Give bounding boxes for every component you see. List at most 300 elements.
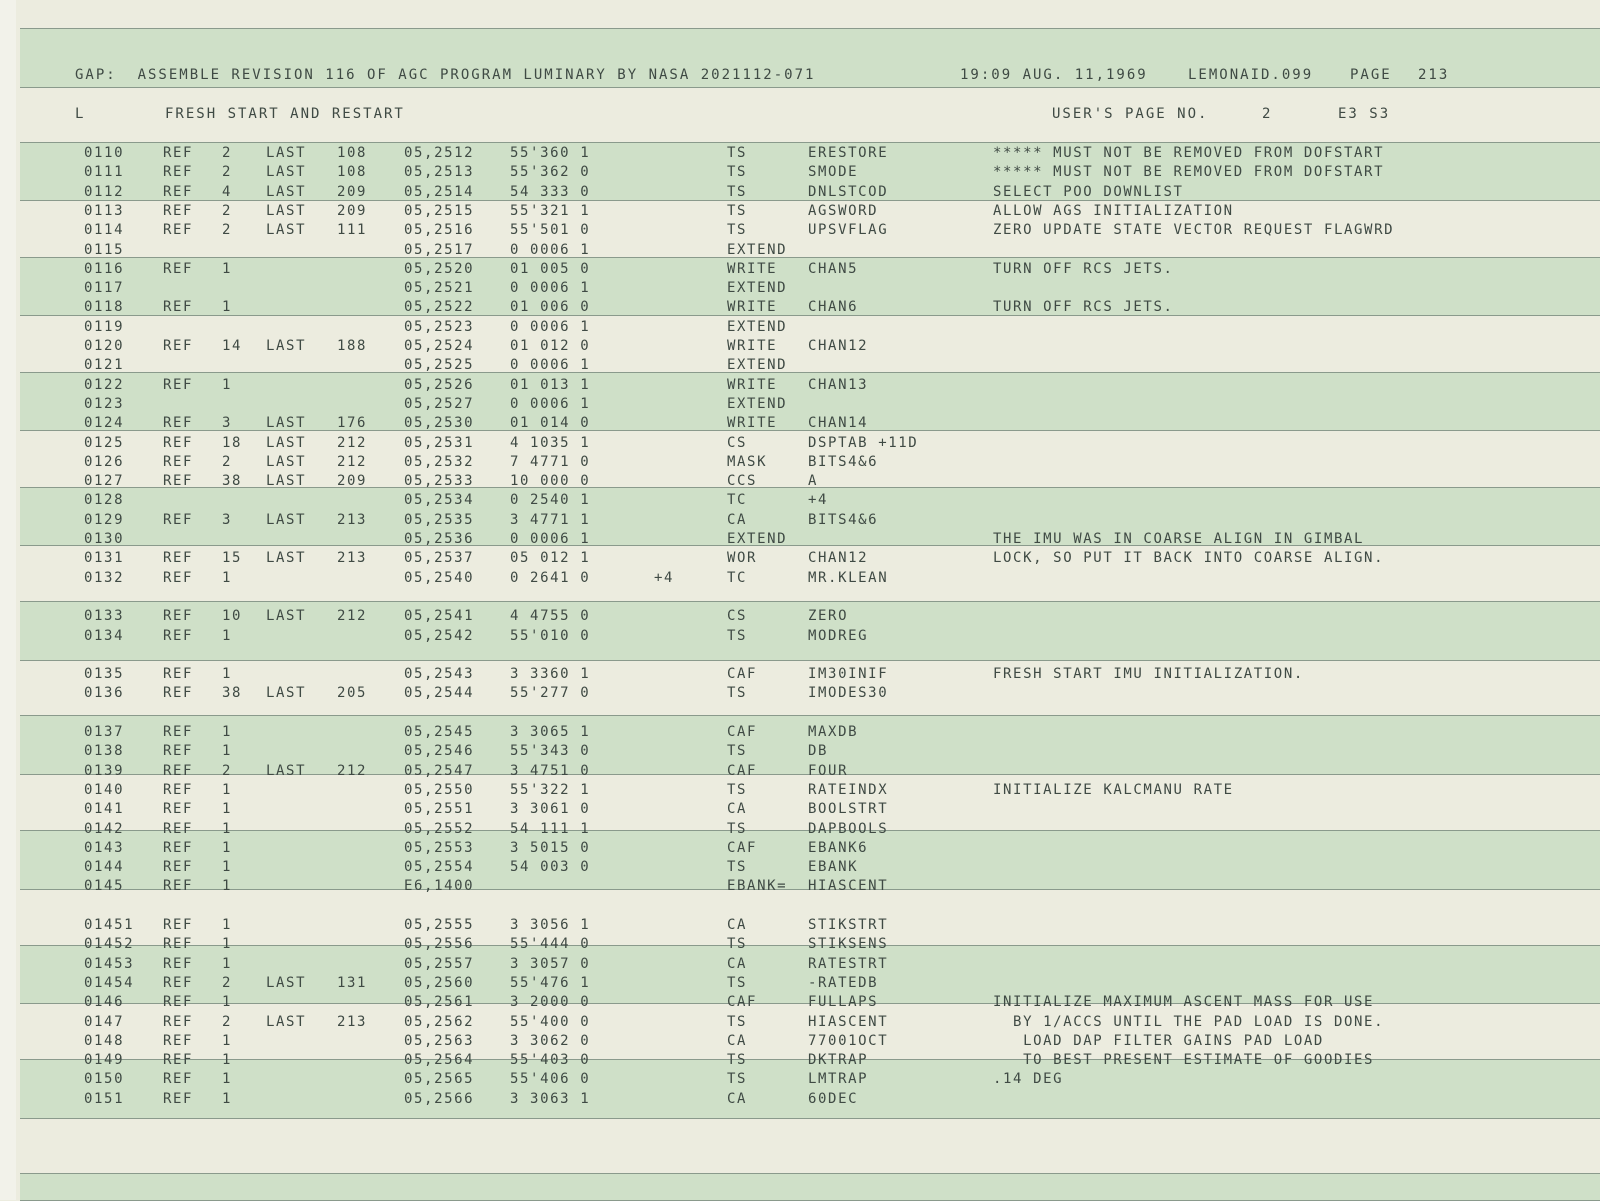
ref-label: REF bbox=[163, 453, 194, 470]
ref-count: 2 bbox=[222, 222, 233, 239]
line-number: 0123 bbox=[84, 395, 125, 412]
line-number: 0127 bbox=[84, 473, 125, 490]
address: 05,2517 bbox=[404, 241, 475, 258]
last-page: 176 bbox=[337, 415, 368, 432]
operand: MAXDB bbox=[808, 724, 859, 740]
operand: A bbox=[808, 473, 819, 490]
last-page: 111 bbox=[337, 222, 368, 239]
opcode: TS bbox=[727, 974, 748, 991]
comment: ***** MUST NOT BE REMOVED FROM DOFSTART bbox=[993, 164, 1385, 181]
octal-code: 01 006 0 bbox=[510, 299, 591, 316]
opcode: CS bbox=[727, 434, 748, 451]
rule-line bbox=[20, 1118, 1600, 1119]
green-bar bbox=[20, 1173, 1600, 1200]
address: 05,2555 bbox=[404, 917, 475, 933]
ref-count: 14 bbox=[222, 338, 243, 354]
opcode: CAF bbox=[727, 666, 758, 683]
ref-label: REF bbox=[163, 299, 194, 316]
address: 05,2531 bbox=[404, 434, 475, 451]
octal-code: 55'362 0 bbox=[510, 164, 591, 181]
ref-label: REF bbox=[163, 820, 194, 837]
operand: STIKSTRT bbox=[808, 917, 889, 933]
ref-label: REF bbox=[163, 1013, 194, 1030]
ref-label: REF bbox=[163, 781, 194, 798]
line-number: 0131 bbox=[84, 550, 125, 567]
opcode: CCS bbox=[727, 473, 758, 490]
line-number: 0151 bbox=[84, 1090, 125, 1107]
ref-count: 1 bbox=[222, 955, 233, 972]
comment: ZERO UPDATE STATE VECTOR REQUEST FLAGWRD bbox=[993, 222, 1395, 239]
last-label: LAST bbox=[266, 434, 307, 451]
ref-count: 1 bbox=[222, 743, 233, 760]
line-number: 0146 bbox=[84, 994, 125, 1011]
comment: TURN OFF RCS JETS. bbox=[993, 299, 1174, 316]
ref-label: REF bbox=[163, 1071, 194, 1088]
opcode: EXTEND bbox=[727, 318, 788, 335]
address: 05,2550 bbox=[404, 781, 475, 798]
octal-code: 55'476 1 bbox=[510, 974, 591, 991]
ref-count: 2 bbox=[222, 164, 233, 181]
opcode: TS bbox=[727, 183, 748, 200]
ref-label: REF bbox=[163, 376, 194, 393]
last-page: 213 bbox=[337, 1013, 368, 1030]
ref-count: 1 bbox=[222, 801, 233, 818]
octal-code: 3 3061 0 bbox=[510, 801, 591, 818]
operand: BITS4&6 bbox=[808, 511, 879, 528]
address: 05,2552 bbox=[404, 820, 475, 837]
address: 05,2563 bbox=[404, 1032, 475, 1049]
octal-code: 0 0006 1 bbox=[510, 357, 591, 374]
operand: -RATEDB bbox=[808, 974, 879, 991]
last-page: 209 bbox=[337, 473, 368, 490]
line-number: 01452 bbox=[84, 936, 135, 953]
opcode: EXTEND bbox=[727, 280, 788, 297]
address: 05,2527 bbox=[404, 395, 475, 412]
comment: LOAD DAP FILTER GAINS PAD LOAD bbox=[993, 1032, 1324, 1049]
ref-label: REF bbox=[163, 145, 194, 161]
operand: DKTRAP bbox=[808, 1052, 869, 1069]
address: 05,2561 bbox=[404, 994, 475, 1011]
comment: FRESH START IMU INITIALIZATION. bbox=[993, 666, 1304, 683]
last-page: 108 bbox=[337, 145, 368, 161]
last-label: LAST bbox=[266, 202, 307, 219]
line-number: 0121 bbox=[84, 357, 125, 374]
octal-code: 3 5015 0 bbox=[510, 839, 591, 856]
ref-label: REF bbox=[163, 743, 194, 760]
operand: AGSWORD bbox=[808, 202, 879, 219]
operand: CHAN14 bbox=[808, 415, 869, 432]
octal-code: 3 4751 0 bbox=[510, 762, 591, 779]
address: 05,2516 bbox=[404, 222, 475, 239]
ref-count: 1 bbox=[222, 1090, 233, 1107]
line-number: 01453 bbox=[84, 955, 135, 972]
comment: TURN OFF RCS JETS. bbox=[993, 260, 1174, 277]
opcode: TS bbox=[727, 1013, 748, 1030]
ref-label: REF bbox=[163, 511, 194, 528]
last-label: LAST bbox=[266, 1013, 307, 1030]
ref-count: 2 bbox=[222, 453, 233, 470]
address: 05,2534 bbox=[404, 492, 475, 509]
opcode: EXTEND bbox=[727, 357, 788, 374]
last-page: 209 bbox=[337, 183, 368, 200]
last-page: 213 bbox=[337, 511, 368, 528]
operand: DNLSTCOD bbox=[808, 183, 889, 200]
ref-label: REF bbox=[163, 183, 194, 200]
ref-label: REF bbox=[163, 724, 194, 740]
last-label: LAST bbox=[266, 550, 307, 567]
operand: IMODES30 bbox=[808, 685, 889, 702]
section-title: FRESH START AND RESTART bbox=[165, 106, 405, 122]
operand: IM30INIF bbox=[808, 666, 889, 683]
opcode: CAF bbox=[727, 724, 758, 740]
last-page: 205 bbox=[337, 685, 368, 702]
octal-code: 3 3360 1 bbox=[510, 666, 591, 683]
line-number: 0124 bbox=[84, 415, 125, 432]
address: 05,2556 bbox=[404, 936, 475, 953]
line-number: 0138 bbox=[84, 743, 125, 760]
opcode: TS bbox=[727, 1052, 748, 1069]
operand: ERESTORE bbox=[808, 145, 889, 161]
ref-count: 1 bbox=[222, 820, 233, 837]
ref-count: 1 bbox=[222, 994, 233, 1011]
line-number: 0142 bbox=[84, 820, 125, 837]
opcode: CS bbox=[727, 608, 748, 625]
opcode: TS bbox=[727, 936, 748, 953]
users-page-label: USER'S PAGE NO. bbox=[1052, 106, 1209, 122]
address: 05,2542 bbox=[404, 627, 475, 644]
address: 05,2564 bbox=[404, 1052, 475, 1069]
operand: 77001OCT bbox=[808, 1032, 889, 1049]
last-label: LAST bbox=[266, 183, 307, 200]
ref-count: 1 bbox=[222, 936, 233, 953]
line-number: 0125 bbox=[84, 434, 125, 451]
opcode: WRITE bbox=[727, 260, 778, 277]
address: 05,2544 bbox=[404, 685, 475, 702]
ref-label: REF bbox=[163, 222, 194, 239]
address: 05,2565 bbox=[404, 1071, 475, 1088]
opcode: TS bbox=[727, 743, 748, 760]
octal-code: 3 3062 0 bbox=[510, 1032, 591, 1049]
address: E6,1400 bbox=[404, 878, 475, 895]
opcode: TS bbox=[727, 685, 748, 702]
ref-count: 38 bbox=[222, 473, 243, 490]
octal-code: 54 333 0 bbox=[510, 183, 591, 200]
octal-code: 55'321 1 bbox=[510, 202, 591, 219]
opcode: WRITE bbox=[727, 338, 778, 354]
rule-line bbox=[20, 715, 1600, 716]
edition-label: E3 S3 bbox=[1338, 106, 1391, 122]
ref-count: 3 bbox=[222, 415, 233, 432]
comment: ALLOW AGS INITIALIZATION bbox=[993, 202, 1234, 219]
ref-count: 2 bbox=[222, 1013, 233, 1030]
header-title: GAP: ASSEMBLE REVISION 116 OF AGC PROGRAM LUMINARY BY NASA 2021112-071 bbox=[75, 67, 816, 83]
ref-label: REF bbox=[163, 878, 194, 895]
ref-count: 2 bbox=[222, 145, 233, 161]
line-number: 0114 bbox=[84, 222, 125, 239]
operand: BOOLSTRT bbox=[808, 801, 889, 818]
last-label: LAST bbox=[266, 145, 307, 161]
ref-count: 1 bbox=[222, 666, 233, 683]
octal-code: 55'444 0 bbox=[510, 936, 591, 953]
line-number: 0132 bbox=[84, 569, 125, 586]
address: 05,2536 bbox=[404, 531, 475, 547]
ref-label: REF bbox=[163, 685, 194, 702]
address: 05,2535 bbox=[404, 511, 475, 528]
operand: 60DEC bbox=[808, 1090, 859, 1107]
octal-code: 01 005 0 bbox=[510, 260, 591, 277]
opcode: TS bbox=[727, 164, 748, 181]
ref-label: REF bbox=[163, 955, 194, 972]
last-page: 212 bbox=[337, 608, 368, 625]
address: 05,2521 bbox=[404, 280, 475, 297]
last-label: LAST bbox=[266, 974, 307, 991]
ref-count: 15 bbox=[222, 550, 243, 567]
opcode: CA bbox=[727, 801, 748, 818]
operand: EBANK bbox=[808, 859, 859, 876]
ref-label: REF bbox=[163, 994, 194, 1011]
line-number: 0120 bbox=[84, 338, 125, 354]
ref-count: 2 bbox=[222, 974, 233, 991]
line-number: 0126 bbox=[84, 453, 125, 470]
ref-label: REF bbox=[163, 338, 194, 354]
octal-code: 55'406 0 bbox=[510, 1071, 591, 1088]
octal-code: 3 3065 1 bbox=[510, 724, 591, 740]
last-label: LAST bbox=[266, 453, 307, 470]
address: 05,2546 bbox=[404, 743, 475, 760]
ref-count: 10 bbox=[222, 608, 243, 625]
address: 05,2540 bbox=[404, 569, 475, 586]
line-number: 01451 bbox=[84, 917, 135, 933]
paper-left-edge bbox=[0, 0, 16, 1200]
comment: LOCK, SO PUT IT BACK INTO COARSE ALIGN. bbox=[993, 550, 1385, 567]
opcode: TS bbox=[727, 202, 748, 219]
opcode: EXTEND bbox=[727, 241, 788, 258]
octal-code: 0 0006 1 bbox=[510, 280, 591, 297]
line-number: 0117 bbox=[84, 280, 125, 297]
octal-code: 7 4771 0 bbox=[510, 453, 591, 470]
address: 05,2554 bbox=[404, 859, 475, 876]
opcode: CA bbox=[727, 1090, 748, 1107]
opcode: TS bbox=[727, 781, 748, 798]
octal-code: 3 3056 1 bbox=[510, 917, 591, 933]
octal-code: 0 0006 1 bbox=[510, 531, 591, 547]
ref-count: 1 bbox=[222, 376, 233, 393]
header-page-number: 213 bbox=[1418, 67, 1450, 83]
operand: +4 bbox=[808, 492, 829, 509]
octal-code: 4 1035 1 bbox=[510, 434, 591, 451]
operand: FOUR bbox=[808, 762, 849, 779]
octal-code: 01 013 1 bbox=[510, 376, 591, 393]
opcode: TS bbox=[727, 1071, 748, 1088]
ref-label: REF bbox=[163, 550, 194, 567]
operand: FULLAPS bbox=[808, 994, 879, 1011]
header-document: LEMONAID.099 bbox=[1188, 67, 1314, 83]
address: 05,2551 bbox=[404, 801, 475, 818]
ref-label: REF bbox=[163, 260, 194, 277]
ref-label: REF bbox=[163, 666, 194, 683]
octal-code: 55'360 1 bbox=[510, 145, 591, 161]
opcode: WRITE bbox=[727, 415, 778, 432]
opcode: WRITE bbox=[727, 376, 778, 393]
address: 05,2532 bbox=[404, 453, 475, 470]
last-label: LAST bbox=[266, 415, 307, 432]
octal-code: 3 2000 0 bbox=[510, 994, 591, 1011]
last-page: 108 bbox=[337, 164, 368, 181]
line-number: 0116 bbox=[84, 260, 125, 277]
rule-line bbox=[20, 660, 1600, 661]
opcode: CA bbox=[727, 1032, 748, 1049]
opcode: CA bbox=[727, 511, 748, 528]
ref-count: 38 bbox=[222, 685, 243, 702]
line-number: 0111 bbox=[84, 164, 125, 181]
opcode: TC bbox=[727, 492, 748, 509]
address: 05,2543 bbox=[404, 666, 475, 683]
octal-code: 0 0006 1 bbox=[510, 241, 591, 258]
octal-code: 55'343 0 bbox=[510, 743, 591, 760]
operand: LMTRAP bbox=[808, 1071, 869, 1088]
operand: DAPBOOLS bbox=[808, 820, 889, 837]
octal-code: 0 0006 1 bbox=[510, 318, 591, 335]
rule-line bbox=[20, 142, 1600, 143]
line-number: 0137 bbox=[84, 724, 125, 740]
octal-code: 55'403 0 bbox=[510, 1052, 591, 1069]
ref-count: 1 bbox=[222, 839, 233, 856]
ref-label: REF bbox=[163, 202, 194, 219]
operand: HIASCENT bbox=[808, 878, 889, 895]
operand: RATESTRT bbox=[808, 955, 889, 972]
operand: MR.KLEAN bbox=[808, 569, 889, 586]
line-number: 0115 bbox=[84, 241, 125, 258]
address: 05,2553 bbox=[404, 839, 475, 856]
comment: SELECT POO DOWNLIST bbox=[993, 183, 1184, 200]
octal-code: 4 4755 0 bbox=[510, 608, 591, 625]
address: 05,2566 bbox=[404, 1090, 475, 1107]
operand: DSPTAB +11D bbox=[808, 434, 919, 451]
line-number: 0144 bbox=[84, 859, 125, 876]
ref-count: 1 bbox=[222, 569, 233, 586]
line-number: 0147 bbox=[84, 1013, 125, 1030]
comment: BY 1/ACCS UNTIL THE PAD LOAD IS DONE. bbox=[993, 1013, 1385, 1030]
rule-line bbox=[20, 257, 1600, 258]
address: 05,2512 bbox=[404, 145, 475, 161]
line-number: 0136 bbox=[84, 685, 125, 702]
rule-line bbox=[20, 372, 1600, 373]
operand: EBANK6 bbox=[808, 839, 869, 856]
ref-count: 1 bbox=[222, 260, 233, 277]
ref-label: REF bbox=[163, 974, 194, 991]
line-number: 0113 bbox=[84, 202, 125, 219]
ref-count: 2 bbox=[222, 762, 233, 779]
ref-count: 1 bbox=[222, 917, 233, 933]
address: 05,2526 bbox=[404, 376, 475, 393]
ref-label: REF bbox=[163, 1090, 194, 1107]
address: 05,2513 bbox=[404, 164, 475, 181]
last-page: 209 bbox=[337, 202, 368, 219]
address: 05,2523 bbox=[404, 318, 475, 335]
octal-code: 0 0006 1 bbox=[510, 395, 591, 412]
operand: CHAN12 bbox=[808, 338, 869, 354]
header-timestamp: 19:09 AUG. 11,1969 bbox=[960, 67, 1148, 83]
opcode: CAF bbox=[727, 994, 758, 1011]
address: 05,2525 bbox=[404, 357, 475, 374]
operand: BITS4&6 bbox=[808, 453, 879, 470]
ref-label: REF bbox=[163, 608, 194, 625]
last-page: 131 bbox=[337, 974, 368, 991]
last-page: 188 bbox=[337, 338, 368, 354]
operand: DB bbox=[808, 743, 829, 760]
address: 05,2524 bbox=[404, 338, 475, 354]
opcode: EXTEND bbox=[727, 395, 788, 412]
last-label: LAST bbox=[266, 164, 307, 181]
comment: TO BEST PRESENT ESTIMATE OF GOODIES bbox=[993, 1052, 1375, 1069]
line-number: 0143 bbox=[84, 839, 125, 856]
comment: .14 DEG bbox=[993, 1071, 1064, 1088]
last-page: 212 bbox=[337, 453, 368, 470]
rule-line bbox=[20, 1173, 1600, 1174]
ref-count: 1 bbox=[222, 1071, 233, 1088]
octal-code: 01 012 0 bbox=[510, 338, 591, 354]
last-page: 212 bbox=[337, 434, 368, 451]
octal-code: 55'322 1 bbox=[510, 781, 591, 798]
last-page: 212 bbox=[337, 762, 368, 779]
comment: INITIALIZE MAXIMUM ASCENT MASS FOR USE bbox=[993, 994, 1375, 1011]
rule-line bbox=[20, 601, 1600, 602]
address: 05,2557 bbox=[404, 955, 475, 972]
last-label: LAST bbox=[266, 685, 307, 702]
line-number: 0112 bbox=[84, 183, 125, 200]
ref-label: REF bbox=[163, 859, 194, 876]
ref-count: 18 bbox=[222, 434, 243, 451]
octal-code: 55'501 0 bbox=[510, 222, 591, 239]
operand: SMODE bbox=[808, 164, 859, 181]
operand: UPSVFLAG bbox=[808, 222, 889, 239]
opcode: CAF bbox=[727, 762, 758, 779]
line-number: 0145 bbox=[84, 878, 125, 895]
users-page-number: 2 bbox=[1262, 106, 1273, 122]
ref-label: REF bbox=[163, 1032, 194, 1049]
line-number: 0122 bbox=[84, 376, 125, 393]
ref-label: REF bbox=[163, 164, 194, 181]
opcode: EXTEND bbox=[727, 531, 788, 547]
opcode: EBANK= bbox=[727, 878, 788, 895]
operand: ZERO bbox=[808, 608, 849, 625]
octal-code: 55'010 0 bbox=[510, 627, 591, 644]
address: 05,2547 bbox=[404, 762, 475, 779]
ref-count: 1 bbox=[222, 627, 233, 644]
log-letter: L bbox=[75, 106, 86, 122]
address: 05,2520 bbox=[404, 260, 475, 277]
address: 05,2515 bbox=[404, 202, 475, 219]
line-number: 0135 bbox=[84, 666, 125, 683]
line-number: 0139 bbox=[84, 762, 125, 779]
comment: THE IMU WAS IN COARSE ALIGN IN GIMBAL bbox=[993, 531, 1365, 547]
operand: CHAN5 bbox=[808, 260, 859, 277]
opcode: TS bbox=[727, 222, 748, 239]
line-number: 0141 bbox=[84, 801, 125, 818]
ref-count: 1 bbox=[222, 1032, 233, 1049]
ref-label: REF bbox=[163, 917, 194, 933]
opcode: WOR bbox=[727, 550, 758, 567]
line-number: 0130 bbox=[84, 531, 125, 547]
line-number: 0140 bbox=[84, 781, 125, 798]
line-number: 0129 bbox=[84, 511, 125, 528]
ref-count: 1 bbox=[222, 724, 233, 740]
line-number: 0134 bbox=[84, 627, 125, 644]
last-label: LAST bbox=[266, 608, 307, 625]
operand: CHAN12 bbox=[808, 550, 869, 567]
ref-count: 1 bbox=[222, 299, 233, 316]
octal-code: 54 111 1 bbox=[510, 820, 591, 837]
